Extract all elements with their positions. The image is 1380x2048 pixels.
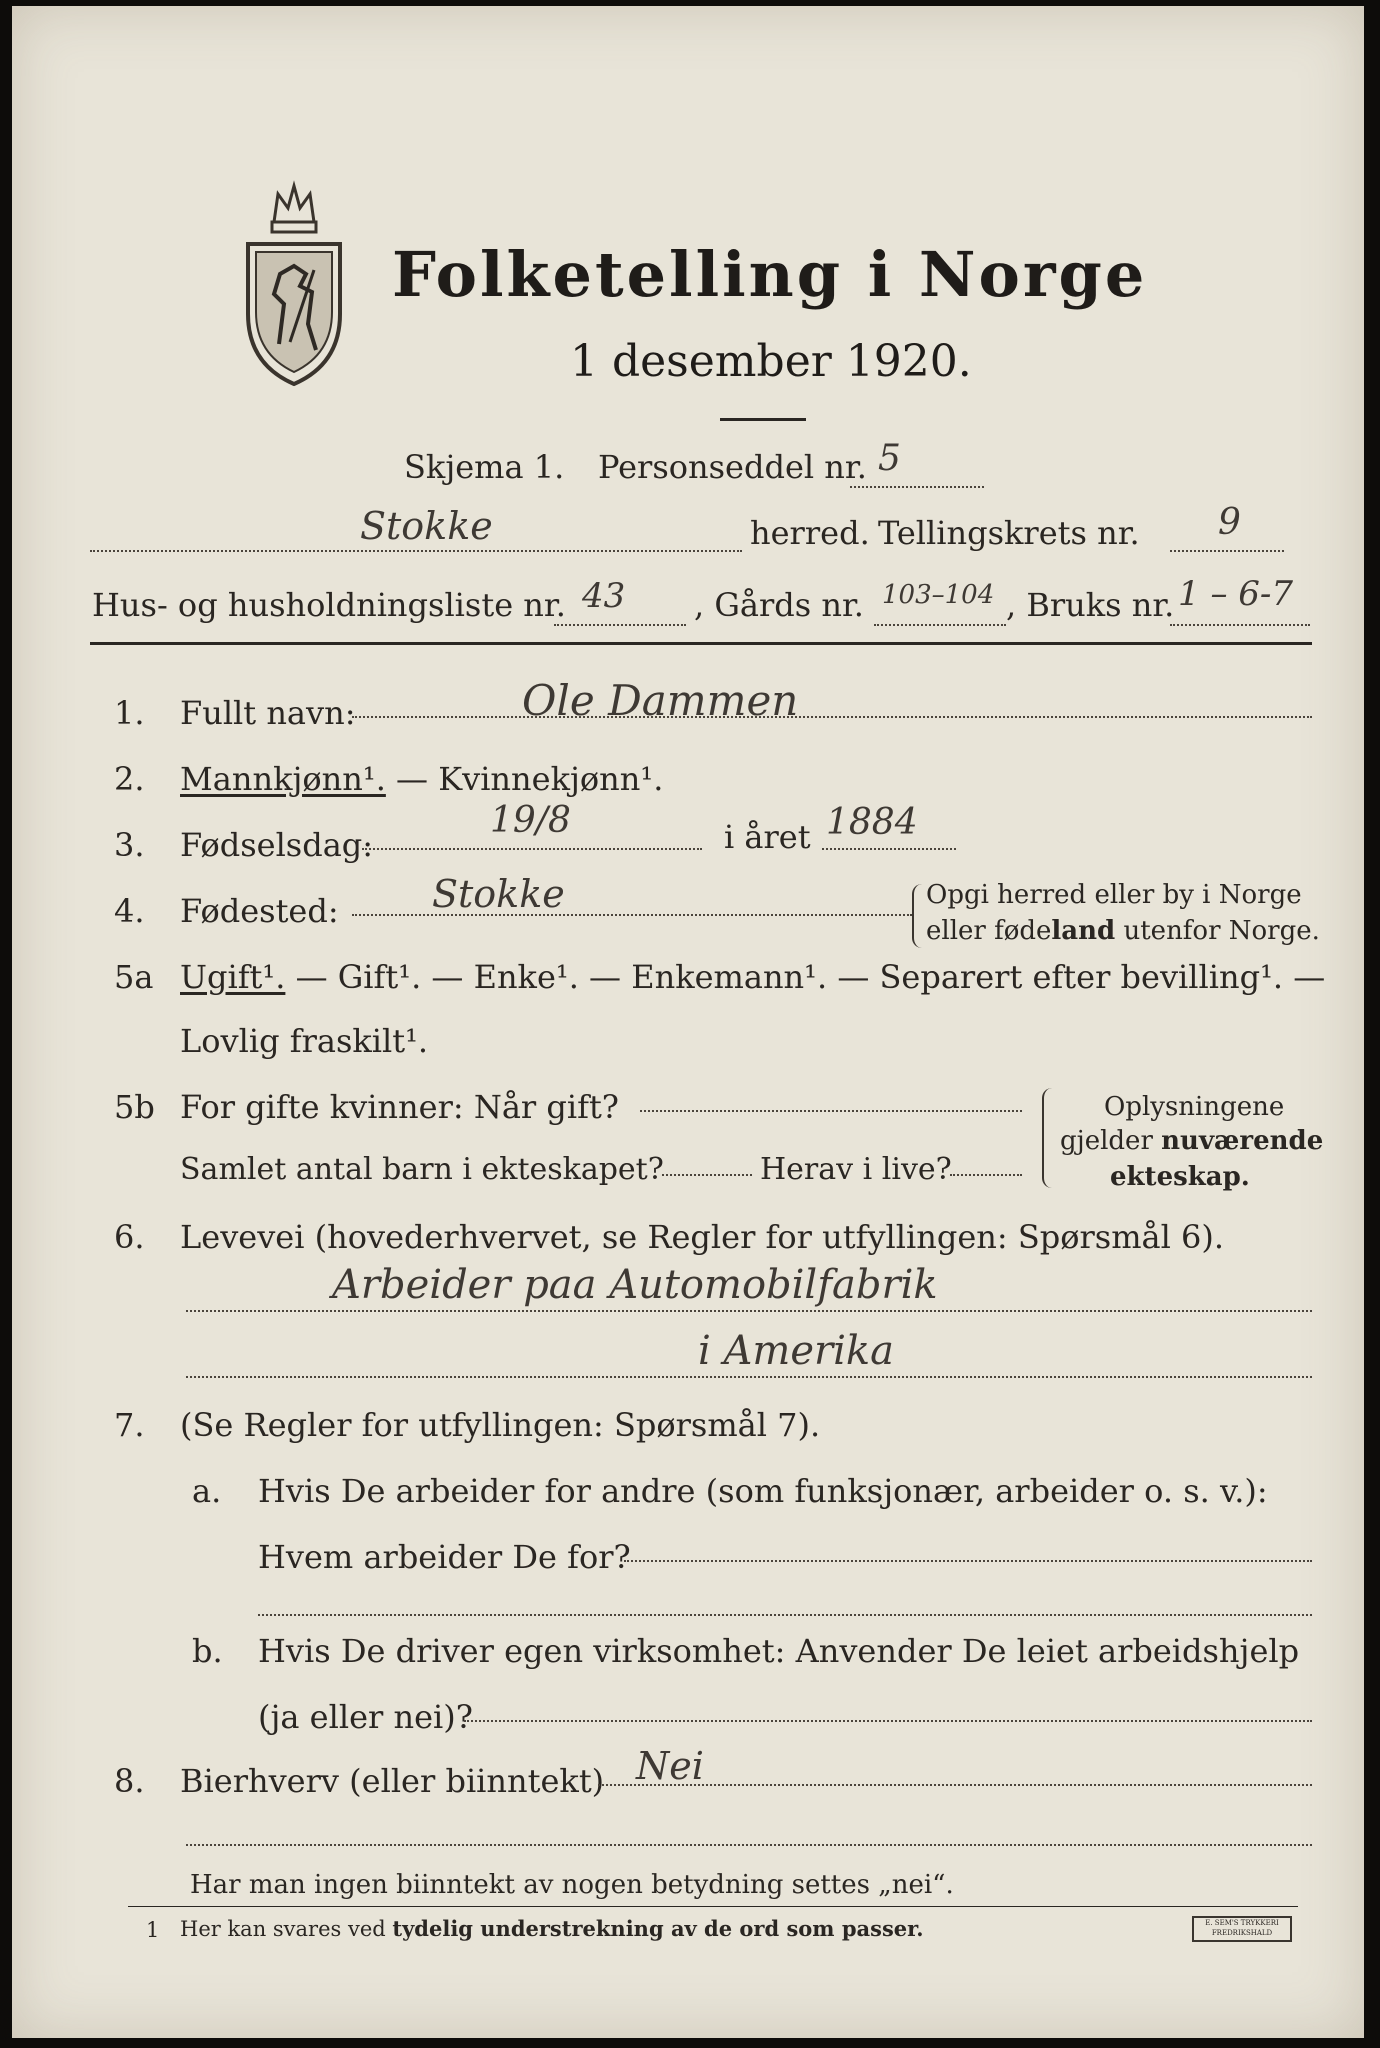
- q4-value[interactable]: Stokke: [432, 872, 565, 916]
- coat-of-arms-icon: [234, 174, 354, 389]
- q5b-alive-label: Herav i live?: [760, 1152, 952, 1187]
- q5b-alive-line: [950, 1174, 1022, 1176]
- q1-number: 1.: [114, 694, 145, 732]
- q5b-note-line3: ekteskap.: [1110, 1162, 1250, 1192]
- q3-year-line: [822, 848, 956, 850]
- q7b-answer-line: [464, 1720, 1312, 1722]
- q1-line: [352, 716, 1312, 718]
- gards-line: [874, 624, 1006, 626]
- q5b-brace: [1042, 1088, 1054, 1188]
- q8-value[interactable]: Nei: [636, 1744, 704, 1788]
- q3-day-value[interactable]: 19/8: [490, 800, 571, 841]
- q5b-when-line: [640, 1110, 1022, 1112]
- bruks-line: [1170, 624, 1310, 626]
- q5a-number: 5a: [114, 958, 154, 996]
- q7-number: 7.: [114, 1406, 145, 1444]
- hus-value[interactable]: 43: [582, 576, 626, 616]
- q6-label: Levevei (hovederhvervet, se Regler for utfyllingen: Spørsmål 6).: [180, 1218, 1225, 1256]
- q7a-line2: Hvem arbeider De for?: [258, 1538, 631, 1576]
- q8-number: 8.: [114, 1762, 145, 1800]
- q6-value-line2[interactable]: i Amerika: [698, 1328, 894, 1374]
- q3-year-label: i året: [724, 818, 811, 856]
- personseddel-value[interactable]: 5: [878, 438, 901, 479]
- q5a-options: [180, 958, 1325, 996]
- tellingskrets-value[interactable]: 9: [1218, 502, 1241, 543]
- q2-options: [180, 760, 663, 798]
- bruks-value[interactable]: 1 – 6-7: [1178, 574, 1293, 614]
- census-date: 1 desember 1920.: [570, 336, 972, 387]
- q5a-ugift-option[interactable]: Ugift¹.: [180, 958, 286, 996]
- biinntekt-note: Har man ingen biinntekt av nogen betydning settes „nei“.: [190, 1870, 954, 1900]
- q5b-note-line2: gjelder nuværende: [1060, 1126, 1324, 1156]
- q7-label: (Se Regler for utfyllingen: Spørsmål 7).: [180, 1406, 821, 1444]
- personseddel-label: Personseddel nr.: [598, 448, 867, 486]
- q7a-answer-line2: [258, 1614, 1312, 1616]
- q5b-note-line1: Oplysningene: [1104, 1092, 1285, 1122]
- q7b-line2: (ja eller nei)?: [258, 1698, 473, 1736]
- q2-separator: —: [385, 760, 439, 798]
- q4-note-line2: eller fødeland utenfor Norge.: [926, 916, 1320, 946]
- q5b-line2: Samlet antal barn i ekteskapet?: [180, 1152, 664, 1187]
- q4-number: 4.: [114, 892, 145, 930]
- q6-line2: [186, 1376, 1312, 1378]
- q3-day-line: [362, 848, 702, 850]
- q1-name-value[interactable]: Ole Dammen: [522, 676, 799, 725]
- herred-value[interactable]: Stokke: [360, 504, 493, 548]
- q6-value-line1[interactable]: Arbeider paa Automobilfabrik: [332, 1262, 938, 1308]
- q7a-answer-line1: [624, 1560, 1312, 1562]
- q3-number: 3.: [114, 826, 145, 864]
- personseddel-line: [850, 486, 984, 488]
- q8-label: Bierhverv (eller biinntekt): [180, 1762, 605, 1800]
- q8-line2: [186, 1844, 1312, 1846]
- q6-line1: [186, 1310, 1312, 1312]
- bruks-label: , Bruks nr.: [1006, 586, 1175, 624]
- tellingskrets-line: [1170, 550, 1284, 552]
- q4-label: Fødested:: [180, 892, 339, 930]
- q2-number: 2.: [114, 760, 145, 798]
- footnote-rule: [128, 1906, 1298, 1907]
- herred-line: [90, 550, 742, 552]
- q3-year-value[interactable]: 1884: [826, 802, 918, 843]
- q8-line: [598, 1784, 1312, 1786]
- q5b-number: 5b: [114, 1088, 155, 1126]
- hus-label: Hus- og husholdningsliste nr.: [92, 586, 566, 624]
- printer-stamp: E. SEM'S TRYKKERI FREDRIKSHALD: [1192, 1916, 1292, 1942]
- q3-label: Fødselsdag:: [180, 826, 374, 864]
- herred-label: herred.: [750, 514, 870, 552]
- skjema-label: Skjema 1.: [404, 448, 565, 486]
- gards-value[interactable]: 103–104: [882, 580, 995, 610]
- form-title: Folketelling i Norge: [392, 238, 1148, 311]
- gards-label: , Gårds nr.: [694, 586, 864, 624]
- q7a-letter: a.: [192, 1472, 222, 1510]
- q7b-line1: Hvis De driver egen virksomhet: Anvender De leiet arbeidshjelp: [258, 1632, 1300, 1670]
- q5a-line2[interactable]: Lovlig fraskilt¹.: [180, 1022, 429, 1060]
- q2-mann-option[interactable]: Mannkjønn¹.: [180, 760, 386, 798]
- q5a-other-options[interactable]: — Gift¹. — Enke¹. — Enkemann¹. — Separert efter bevilling¹. —: [285, 958, 1326, 996]
- q4-note-line1: Opgi herred eller by i Norge: [926, 880, 1302, 910]
- q7b-letter: b.: [192, 1632, 223, 1670]
- title-divider: [720, 418, 806, 421]
- q4-brace: [912, 884, 922, 948]
- footnote-number: 1: [146, 1918, 160, 1942]
- q7a-line1: Hvis De arbeider for andre (som funksjonær, arbeider o. s. v.):: [258, 1472, 1268, 1510]
- q5b-children-line: [662, 1174, 752, 1176]
- footnote-text: Her kan svares ved tydelig understrekning av de ord som passer.: [180, 1916, 924, 1941]
- census-form: [12, 6, 1364, 2038]
- q1-label: Fullt navn:: [180, 694, 356, 732]
- tellingskrets-label: Tellingskrets nr.: [878, 514, 1140, 552]
- q6-number: 6.: [114, 1218, 145, 1256]
- header-rule: [90, 642, 1312, 645]
- q2-kvinne-option[interactable]: Kvinnekjønn¹.: [438, 760, 664, 798]
- hus-line: [554, 624, 686, 626]
- q5b-line1: For gifte kvinner: Når gift?: [180, 1088, 619, 1126]
